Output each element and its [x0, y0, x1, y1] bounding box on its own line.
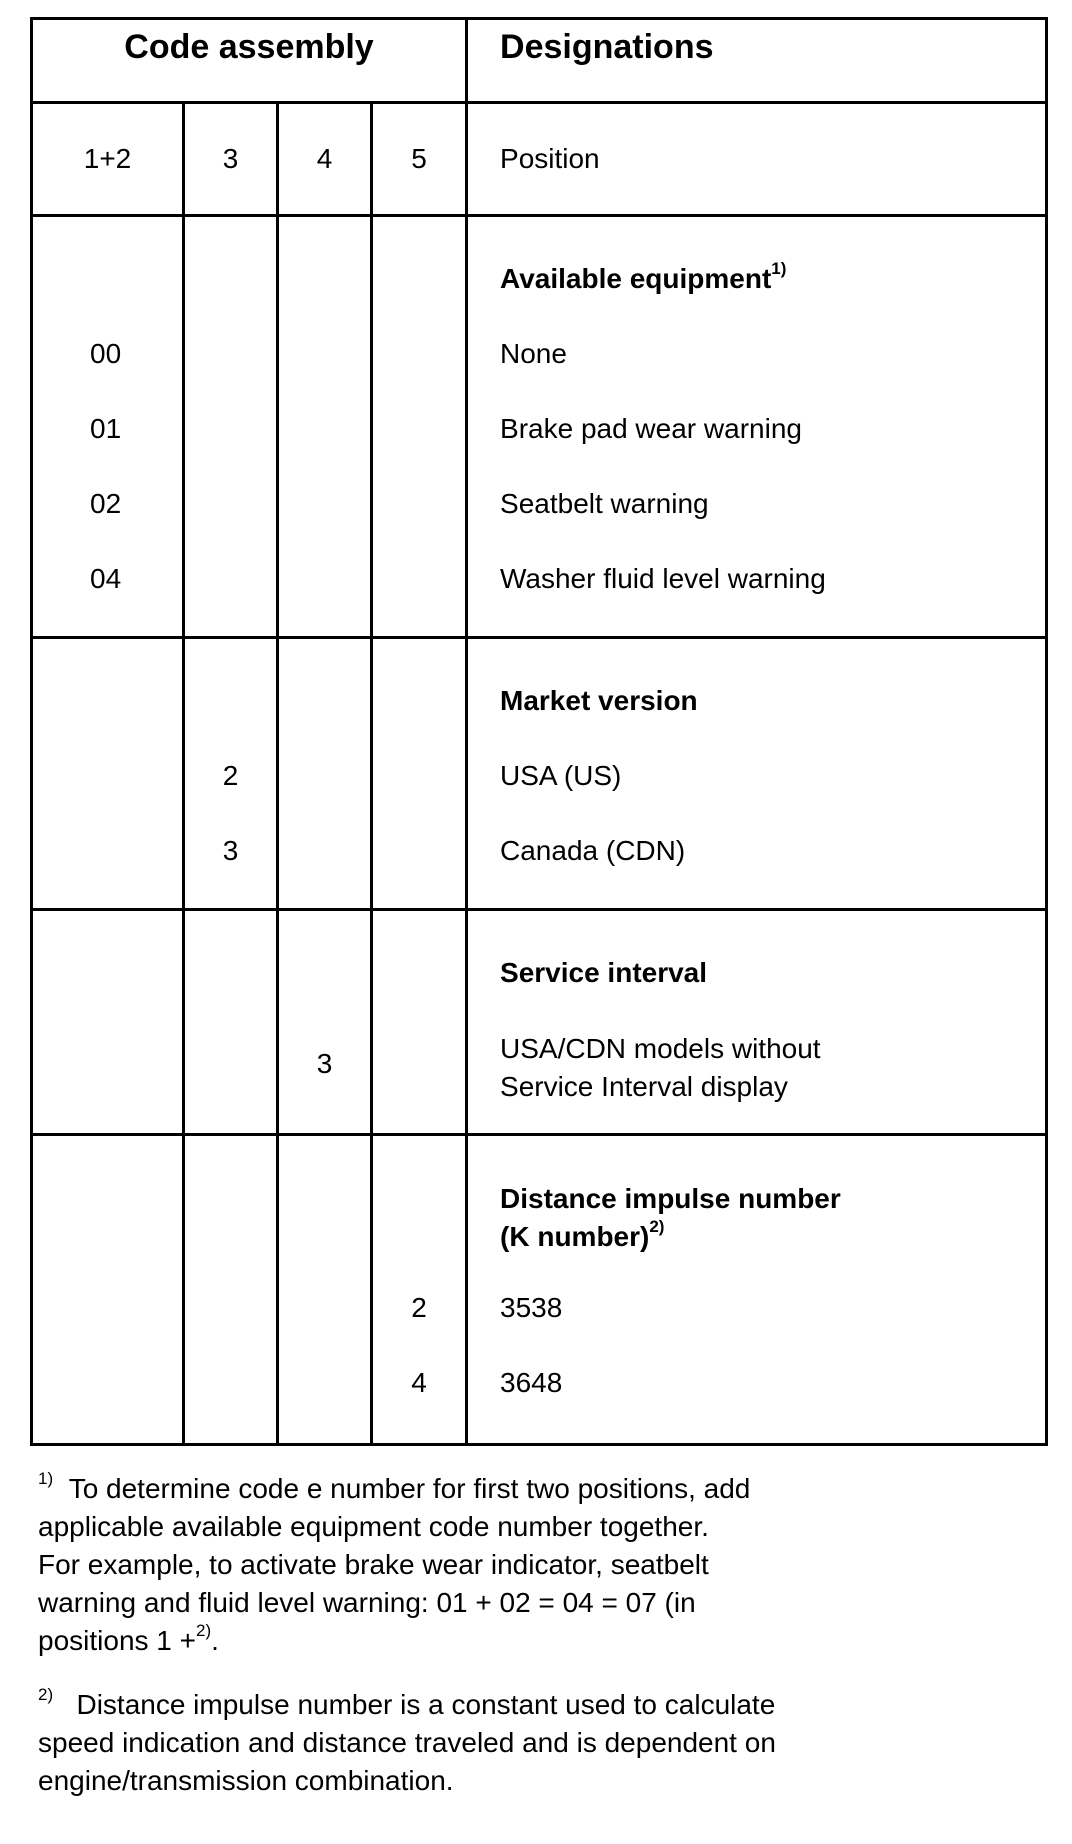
- equipment-label: Washer fluid level warning: [500, 563, 826, 594]
- equipment-label: Brake pad wear warning: [500, 413, 802, 444]
- footnote-2: $^{2)}$ Distance impulse number is a constant used to calculate speed indication and distance traveled and is dependent on engine/transmission combination.: [38, 1684, 776, 1796]
- service-interval-title: Service interval: [500, 957, 708, 988]
- market-label: USA (US): [500, 760, 622, 791]
- service-interval-group: [32, 910, 1047, 1135]
- distance-impulse-group: [32, 1135, 1047, 1445]
- equipment-label: None: [500, 338, 567, 369]
- designations-header: Designations: [467, 19, 1047, 103]
- position-1-2: 1+2: [32, 103, 184, 216]
- equipment-code: 04: [90, 563, 122, 594]
- equipment-code: 00: [90, 338, 122, 369]
- code-assembly-header: Code assembly: [32, 19, 467, 103]
- distance-label: 3538: [500, 1292, 563, 1323]
- equipment-code: 02: [90, 488, 122, 519]
- distance-label: 3648: [500, 1367, 563, 1398]
- equipment-label: Seatbelt warning: [500, 488, 709, 519]
- footnote-1: $^{1)}$ To determine code e number for first two positions, add applicable available equipment code number together. For example, to activate brake wear indicator, seatbelt warning and fluid level warning: 01 + 02 = 04 = 07 (in positions 1 +$^{2)}$.: [38, 1468, 751, 1656]
- service-interval-label: USA/CDN models without Service Interval display: [500, 1033, 821, 1102]
- table-header-row: [32, 19, 1047, 103]
- service-interval-code: 3: [316, 1048, 333, 1079]
- distance-code: 2: [411, 1292, 427, 1323]
- position-3: 3: [184, 103, 278, 216]
- market-version-group: [32, 638, 1047, 910]
- position-5: 5: [372, 103, 467, 216]
- position-label: Position: [467, 103, 1047, 216]
- position-4: 4: [278, 103, 372, 216]
- footnotes: [38, 1470, 1038, 1800]
- distance-code: 4: [411, 1367, 427, 1398]
- distance-impulse-title: Distance impulse number (K number)$^{2)}$: [500, 1183, 841, 1252]
- market-label: Canada (CDN): [500, 835, 686, 866]
- market-code: 2: [222, 760, 239, 791]
- available-equipment-title: Available equipment$^{1)}$: [500, 258, 787, 294]
- market-code: 3: [222, 835, 239, 866]
- equipment-code: 01: [90, 413, 122, 444]
- position-row: [32, 103, 1047, 216]
- available-equipment-group: [32, 216, 1047, 638]
- market-version-title: Market version: [500, 685, 698, 716]
- code-assembly-table: [30, 17, 1048, 1446]
